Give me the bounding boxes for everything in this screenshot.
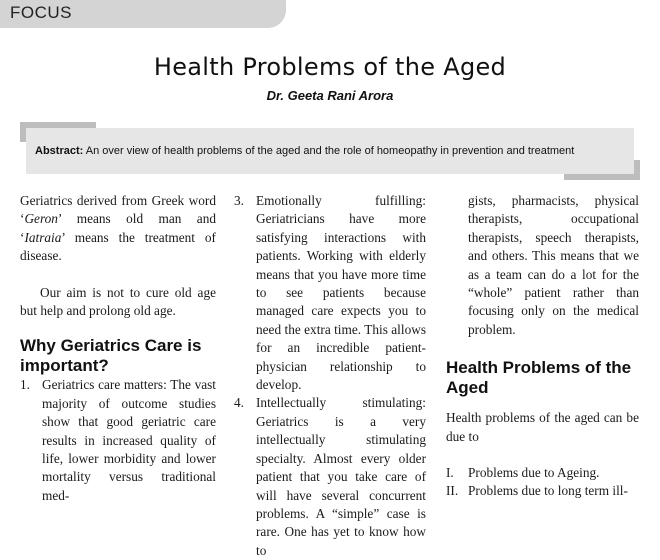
intro-text-c: ’ means the treatment of disease. (20, 229, 216, 264)
intro-text-a: Geriatrics derived from Greek word ‘ (20, 193, 216, 227)
aim-paragraph: Our aim is not to cure old age but help and prolong old age. (20, 284, 216, 319)
section-heading-why-geriatrics: Why Geriatrics Care is important? (20, 336, 202, 376)
abstract-body: An over view of health problems of the aged and the role of homeopathy in prevention and treatment (83, 145, 575, 157)
section-heading-health-problems: Health Problems of the Aged (446, 358, 632, 398)
section-tab-label: FOCUS (10, 3, 72, 22)
intro-text-b: ’ means old man and ‘ (20, 211, 216, 245)
column-2 (234, 192, 426, 560)
list-item-3-number: 3. (234, 193, 244, 208)
list-item-3-text: Emotionally fulfilling: Geriatricians have more satisfying interactions with patients. Working with elderly means that you have more time to see patients because managed care expects you to need the extra time. This allows for an incredible patient-physician relationship to develop. (256, 193, 426, 393)
causes-intro-paragraph: Health problems of the aged can be due to (446, 410, 639, 444)
list-item-4 (234, 394, 426, 560)
roman-list-item-2 (446, 482, 639, 500)
intro-paragraph (20, 192, 216, 266)
roman-list-item-1-text: Problems due to Ageing. (468, 465, 600, 481)
list-item-1-text: Geriatrics care matters: The vast majority of outcome studies show that good geriatric care results in increased quality of life, lower morbidity and lower mortality versus traditional med- (42, 377, 216, 503)
roman-list-item-1 (446, 464, 639, 482)
list-item-1 (20, 376, 216, 505)
list-item-3 (234, 192, 426, 394)
abstract-label: Abstract: (35, 145, 84, 157)
article-author: Dr. Geeta Rani Arora (266, 88, 394, 103)
list-item-4-text: Intellectually stimulating: Geriatrics is a very intellectually stimulating specialty. Almost every older patient that you take care of will have several concurrent problems. A “simple” case is rare. One has yet to know how to (256, 395, 426, 558)
team-paragraph: gists, pharmacists, physical therapists, occupational therapists, speech therapists, and others. This means that we as a team can do a lot for the “whole” patient rather than focusing only on the medical problem. (468, 193, 639, 337)
column-3 (446, 192, 639, 501)
list-item-1-number: 1. (20, 377, 30, 393)
roman-list-item-2-number: II. (446, 483, 459, 499)
article-title: Health Problems of the Aged (153, 53, 507, 81)
list-item-4-number: 4. (234, 395, 244, 411)
intro-term-geron: Geron (24, 211, 58, 227)
roman-list-item-2-text: Problems due to long term ill- (468, 483, 628, 499)
intro-term-iatraia: Iatraia (24, 229, 62, 245)
column-1 (20, 192, 216, 505)
roman-list-item-1-number: I. (446, 465, 454, 481)
